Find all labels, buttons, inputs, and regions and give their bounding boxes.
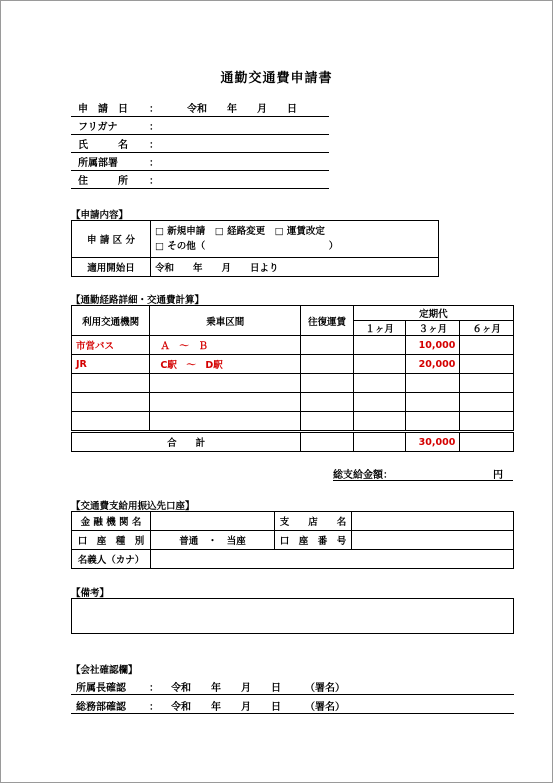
table-row bbox=[72, 412, 514, 432]
header-row-department bbox=[71, 152, 329, 171]
bank-name-value[interactable] bbox=[151, 512, 275, 531]
cell-1-month[interactable] bbox=[353, 393, 406, 412]
col-header-section: 乗車区間 bbox=[150, 306, 301, 336]
header-colon: ： bbox=[149, 122, 159, 133]
header-label: 住 所 bbox=[78, 176, 128, 187]
cell-section[interactable]: C駅 ～ D駅 bbox=[150, 355, 301, 374]
total-payment-line[interactable] bbox=[333, 466, 513, 481]
confirm-date[interactable]: 令和 年 月 日 bbox=[171, 683, 281, 694]
account-number-value[interactable] bbox=[352, 531, 514, 550]
cell-round-trip[interactable] bbox=[301, 374, 354, 393]
col-header-6-month: ６ヶ月 bbox=[460, 321, 514, 336]
confirm-label: 総務部確認 bbox=[76, 702, 126, 713]
section-title-remarks: 【備考】 bbox=[71, 588, 110, 599]
cell-3-month[interactable]: 20,000 bbox=[406, 355, 460, 374]
total-label: 合 計 bbox=[72, 432, 301, 452]
route-table bbox=[71, 305, 514, 452]
col-header-1-month: １ヶ月 bbox=[353, 321, 406, 336]
cell-3-month[interactable]: 10,000 bbox=[406, 336, 460, 355]
header-colon: ： bbox=[149, 176, 159, 187]
cell-3-month[interactable] bbox=[406, 393, 460, 412]
account-number-label: 口 座 番 号 bbox=[275, 531, 352, 550]
cell-section[interactable] bbox=[150, 393, 301, 412]
category-options-line2[interactable]: □ その他（ ） bbox=[155, 241, 339, 252]
total-row bbox=[72, 432, 514, 452]
cell-transport[interactable] bbox=[72, 374, 150, 393]
cell-section[interactable] bbox=[150, 374, 301, 393]
cell-1-month[interactable] bbox=[353, 374, 406, 393]
bank-table bbox=[71, 511, 514, 569]
header-row-name bbox=[71, 134, 329, 153]
header-label: 所属部署 bbox=[78, 158, 118, 169]
section-title-route: 【通勤経路詳細・交通費計算】 bbox=[71, 295, 205, 306]
branch-name-label: 支 店 名 bbox=[275, 512, 352, 531]
confirm-colon: ： bbox=[149, 702, 159, 713]
confirm-signature[interactable]: （署名） bbox=[305, 702, 345, 713]
cell-round-trip[interactable] bbox=[301, 393, 354, 412]
start-date-value[interactable]: 令和 年 月 日より bbox=[151, 258, 439, 277]
confirm-row-manager[interactable] bbox=[71, 678, 514, 695]
category-label: 申 請 区 分 bbox=[72, 221, 151, 258]
section-title-confirm: 【会社確認欄】 bbox=[71, 665, 138, 676]
cell-1-month[interactable] bbox=[353, 355, 406, 374]
category-options[interactable] bbox=[151, 221, 439, 258]
header-colon: ： bbox=[149, 158, 159, 169]
total-3-month: 30,000 bbox=[406, 432, 460, 452]
cell-6-month[interactable] bbox=[460, 374, 514, 393]
confirm-row-general-affairs[interactable] bbox=[71, 697, 514, 714]
account-type-label: 口 座 種 別 bbox=[72, 531, 151, 550]
account-type-value[interactable]: 普通 ・ 当座 bbox=[151, 531, 275, 550]
confirm-colon: ： bbox=[149, 683, 159, 694]
cell-transport[interactable]: 市営バス bbox=[72, 336, 150, 355]
confirm-date[interactable]: 令和 年 月 日 bbox=[171, 702, 281, 713]
cell-1-month[interactable] bbox=[353, 412, 406, 432]
header-row-date bbox=[71, 98, 329, 117]
confirm-signature[interactable]: （署名） bbox=[305, 683, 345, 694]
cell-3-month[interactable] bbox=[406, 374, 460, 393]
start-date-label: 適用開始日 bbox=[72, 258, 151, 277]
header-label: 氏 名 bbox=[78, 140, 128, 151]
section-title-bank: 【交通費支給用振込先口座】 bbox=[71, 501, 195, 512]
col-header-round-trip: 往復運賃 bbox=[301, 306, 354, 336]
header-value[interactable]: 令和 年 月 日 bbox=[187, 104, 297, 115]
section-title-application: 【申請内容】 bbox=[71, 210, 129, 221]
document-title: 通勤交通費申請書 bbox=[220, 71, 333, 86]
total-round-trip bbox=[301, 432, 354, 452]
total-1-month bbox=[353, 432, 406, 452]
cell-6-month[interactable] bbox=[460, 336, 514, 355]
cell-3-month[interactable] bbox=[406, 412, 460, 432]
cell-section[interactable] bbox=[150, 412, 301, 432]
table-row bbox=[72, 355, 514, 374]
account-holder-value[interactable] bbox=[151, 550, 514, 569]
table-row bbox=[72, 336, 514, 355]
cell-6-month[interactable] bbox=[460, 393, 514, 412]
total-6-month bbox=[460, 432, 514, 452]
cell-6-month[interactable] bbox=[460, 412, 514, 432]
col-header-transport: 利用交通機関 bbox=[72, 306, 150, 336]
cell-round-trip[interactable] bbox=[301, 336, 354, 355]
total-payment-unit: 円 bbox=[493, 470, 503, 481]
header-label: 申 請 日 bbox=[78, 104, 128, 115]
cell-1-month[interactable] bbox=[353, 336, 406, 355]
col-header-3-month: ３ヶ月 bbox=[406, 321, 460, 336]
table-row bbox=[72, 374, 514, 393]
cell-6-month[interactable] bbox=[460, 355, 514, 374]
cell-transport[interactable] bbox=[72, 393, 150, 412]
bank-name-label: 金 融 機 関 名 bbox=[72, 512, 151, 531]
branch-name-value[interactable] bbox=[352, 512, 514, 531]
header-colon: ： bbox=[149, 140, 159, 151]
account-holder-label: 名義人（カナ） bbox=[72, 550, 151, 569]
cell-transport[interactable] bbox=[72, 412, 150, 432]
header-row-furigana bbox=[71, 116, 329, 135]
category-options-line1[interactable]: □ 新規申請 □ 経路変更 □ 運賃改定 bbox=[155, 226, 325, 237]
header-row-address bbox=[71, 170, 329, 189]
table-row bbox=[72, 393, 514, 412]
cell-transport[interactable]: JR bbox=[72, 355, 150, 374]
cell-round-trip[interactable] bbox=[301, 412, 354, 432]
cell-section[interactable]: Ａ ～ Ｂ bbox=[150, 336, 301, 355]
cell-round-trip[interactable] bbox=[301, 355, 354, 374]
header-label: フリガナ bbox=[78, 122, 118, 133]
remarks-box[interactable] bbox=[71, 598, 514, 634]
header-colon: ： bbox=[149, 104, 159, 115]
application-table bbox=[71, 220, 439, 277]
col-header-pass: 定期代 bbox=[353, 306, 513, 321]
confirm-label: 所属長確認 bbox=[76, 683, 126, 694]
total-payment-label: 総支給金額： bbox=[333, 470, 393, 481]
